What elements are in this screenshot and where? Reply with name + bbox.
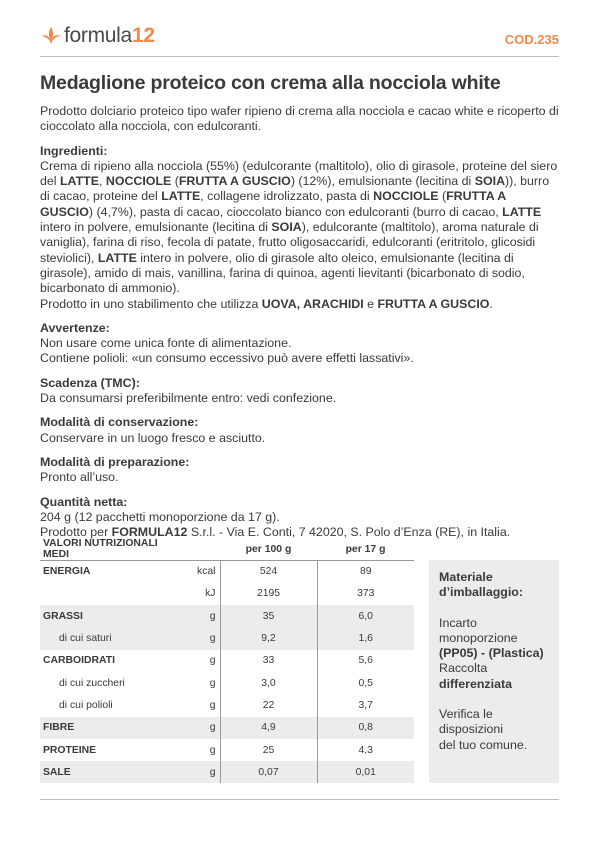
value-per-17g: 5,6: [317, 650, 414, 672]
value-per-17g: 373: [317, 583, 414, 605]
value-per-17g: 1,6: [317, 627, 414, 649]
text-run: , collagene idrolizzato, pasta di: [200, 189, 374, 204]
text-run: ), edulcorante (maltitolo), aroma naturale di vaniglia), farina di riso, fecola di patate, frutto oligosaccaridi, edulcoranti (eritritolo, glicosidi steviolici),: [40, 220, 539, 265]
nutrition-row: [40, 627, 414, 649]
value-per-100g: 22: [220, 694, 317, 716]
producer-line: Prodotto per FORMULA12 S.r.l. - Via E. Conti, 7 42020, S. Polo d’Enza (RE), in Italia.: [40, 525, 511, 540]
brand-logo: [40, 24, 155, 48]
nutrient-name: CARBOIDRATI: [43, 655, 115, 667]
net-quantity-section: [40, 495, 559, 526]
nutrient-unit: kcal: [197, 566, 216, 578]
warning-line-2: Contiene polioli: «un consumo eccessivo può avere effetti lassativi».: [40, 351, 414, 366]
value-per-17g: 6,0: [317, 605, 414, 627]
nutrition-row: [40, 672, 414, 694]
text-run: (: [438, 189, 447, 204]
allergen-text: LATTE: [161, 189, 201, 204]
allergen-text: SOIA: [271, 220, 302, 235]
nutrition-row: [40, 694, 414, 716]
packaging-line-6: Verifica le: [439, 707, 493, 722]
nutrient-name: SALE: [40, 761, 170, 783]
preparation-section: [40, 455, 559, 486]
ingredients-text: [40, 159, 559, 297]
nutrient-unit: g: [170, 627, 220, 649]
header: [40, 18, 559, 58]
text-run: Crema di ripieno alla nocciola (55%) (edulcorante (maltitolo), olio di girasole, proteine del siero del: [40, 158, 558, 189]
value-per-100g: 3,0: [220, 672, 317, 694]
allergen-plant-note: [40, 297, 559, 312]
allergen-text: NOCCIOLE: [373, 189, 439, 204]
nutrition-area: [40, 538, 559, 788]
packaging-line-4: Raccolta: [439, 661, 488, 676]
expiry-text: Da consumarsi preferibilmente entro: vedi confezione.: [40, 391, 337, 406]
value-per-17g: 3,7: [317, 694, 414, 716]
label-body: [40, 104, 559, 540]
text-run: e: [363, 296, 378, 311]
packaging-line-2: monoporzione: [439, 630, 518, 645]
leaf-icon: [40, 25, 62, 47]
value-per-100g: 4,9: [220, 717, 317, 739]
storage-text: Conservare in un luogo fresco e asciutto.: [40, 430, 266, 445]
nutrient-unit: kJ: [205, 588, 216, 600]
value-per-17g: 0,5: [317, 672, 414, 694]
ingredients-section: [40, 144, 559, 312]
nutrition-row: [40, 561, 414, 583]
nutrition-header-row: [40, 538, 414, 561]
nutrient-name: ENERGIA: [43, 566, 91, 578]
preparation-text: Pronto all’uso.: [40, 470, 119, 485]
text-run: ,: [98, 174, 106, 189]
nutrient-unit: g: [170, 761, 220, 783]
nutrient-unit: g: [170, 717, 220, 739]
description: Prodotto dolciario proteico tipo wafer ripieno di crema alla nocciola e cacao white e ricoperto di cioccolato alla nocciola, con edulcoranti.: [40, 104, 559, 134]
packaging-line-8: del tuo comune.: [439, 737, 528, 752]
allergen-text: NOCCIOLE: [105, 174, 172, 189]
nutrient-name: [40, 583, 170, 605]
product-code: COD.235: [504, 32, 559, 47]
text-run: )), burro di cacao, proteine del: [40, 174, 550, 204]
top-divider: [40, 56, 559, 57]
preparation-heading: Modalità di preparazione:: [40, 454, 190, 469]
nutrient-unit: g: [209, 677, 216, 689]
text-run: intero in polvere, emulsionante (lecitina di: [40, 220, 272, 235]
packaging-heading-2: d’imballaggio:: [439, 585, 523, 600]
packaging-line-1: Incarto: [439, 615, 477, 630]
text-run: Prodotto in uno stabilimento che utilizza: [40, 296, 262, 311]
nutrition-header-label: VALORI NUTRIZIONALI MEDI: [40, 538, 170, 561]
nutrient-name: di cui polioli: [59, 699, 113, 711]
producer-brand: FORMULA12: [111, 525, 188, 540]
nutrition-row: [40, 761, 414, 783]
value-per-100g: 9,2: [220, 627, 317, 649]
allergen-text: FRUTTA A GUSCIO: [377, 296, 490, 311]
nutrition-row: [40, 717, 414, 739]
nutrient-unit: g: [209, 744, 216, 756]
nutrient-unit: g: [209, 699, 216, 711]
value-per-17g: 0,8: [317, 717, 414, 739]
nutrition-row: [40, 739, 414, 761]
page-title: Medaglione proteico con crema alla nocciola white: [40, 72, 501, 94]
packaging-line-3: (PP05) - (Plastica): [439, 646, 544, 661]
ingredients-heading: Ingredienti:: [40, 143, 108, 158]
packaging-line-5: differenziata: [439, 676, 512, 691]
value-per-100g: 0,07: [220, 761, 317, 783]
bottom-divider: [40, 799, 559, 800]
nutrient-name: GRASSI: [40, 605, 170, 627]
text-run: ) (12%), emulsionante (lecitina di: [290, 174, 475, 189]
value-per-100g: 524: [220, 561, 317, 583]
value-per-100g: 35: [220, 605, 317, 627]
nutrient-name: PROTEINE: [43, 744, 97, 756]
text-run: (: [171, 174, 179, 189]
allergen-text: UOVA, ARACHIDI: [261, 296, 364, 311]
packaging-line-7: disposizioni: [439, 722, 504, 737]
logo-text: formula12: [64, 24, 155, 47]
nutrition-header-per17: per 17 g: [317, 538, 414, 561]
value-per-100g: 33: [220, 650, 317, 672]
allergen-text: FRUTTA A GUSCIO: [40, 189, 506, 219]
warnings-heading: Avvertenze:: [40, 320, 110, 335]
allergen-text: LATTE: [97, 250, 137, 265]
value-per-100g: 2195: [220, 583, 317, 605]
storage-heading: Modalità di conservazione:: [40, 415, 199, 430]
expiry-heading: Scadenza (TMC):: [40, 375, 140, 390]
value-per-17g: 89: [317, 561, 414, 583]
nutrient-name: di cui saturi: [40, 627, 170, 649]
nutrient-name: FIBRE: [40, 717, 170, 739]
allergen-text: SOIA: [474, 174, 506, 189]
text-run: intero in polvere, olio di girasole alto oleico, emulsionante (lecitina di girasole), amido di mais, vanillina, farina di quinoa, agenti lievitanti (bicarbonato di sodio, bicarbonato di ammonio).: [40, 250, 525, 296]
net-quantity-text: 204 g (12 pacchetti monoporzione da 17 g).: [40, 509, 280, 524]
value-per-17g: 0,01: [317, 761, 414, 783]
nutrition-row: [40, 583, 414, 605]
allergen-text: FRUTTA A GUSCIO: [178, 174, 291, 189]
nutrition-header-per100: per 100 g: [220, 538, 317, 561]
value-per-17g: 4,3: [317, 739, 414, 761]
value-per-100g: 25: [220, 739, 317, 761]
packaging-heading-1: Materiale: [439, 570, 493, 584]
expiry-section: [40, 376, 559, 407]
nutrition-row: [40, 650, 414, 672]
text-run: ) (4,7%), pasta di cacao, cioccolato bianco con edulcoranti (burro di cacao,: [88, 204, 503, 219]
packaging-box: [429, 560, 559, 783]
warning-line-1: Non usare come unica fonte di alimentazione.: [40, 336, 292, 351]
warnings-section: [40, 321, 559, 367]
nutrient-unit: g: [209, 655, 216, 667]
net-quantity-heading: Quantità netta:: [40, 494, 128, 509]
nutrition-row: [40, 605, 414, 627]
nutrient-unit: g: [170, 605, 220, 627]
allergen-text: LATTE: [59, 174, 99, 189]
storage-section: [40, 415, 559, 446]
nutrient-name: di cui zuccheri: [59, 677, 125, 689]
nutrition-header-unit: [170, 538, 220, 561]
text-run: .: [489, 296, 493, 311]
nutrition-table: [40, 538, 414, 783]
allergen-text: LATTE: [502, 204, 542, 219]
